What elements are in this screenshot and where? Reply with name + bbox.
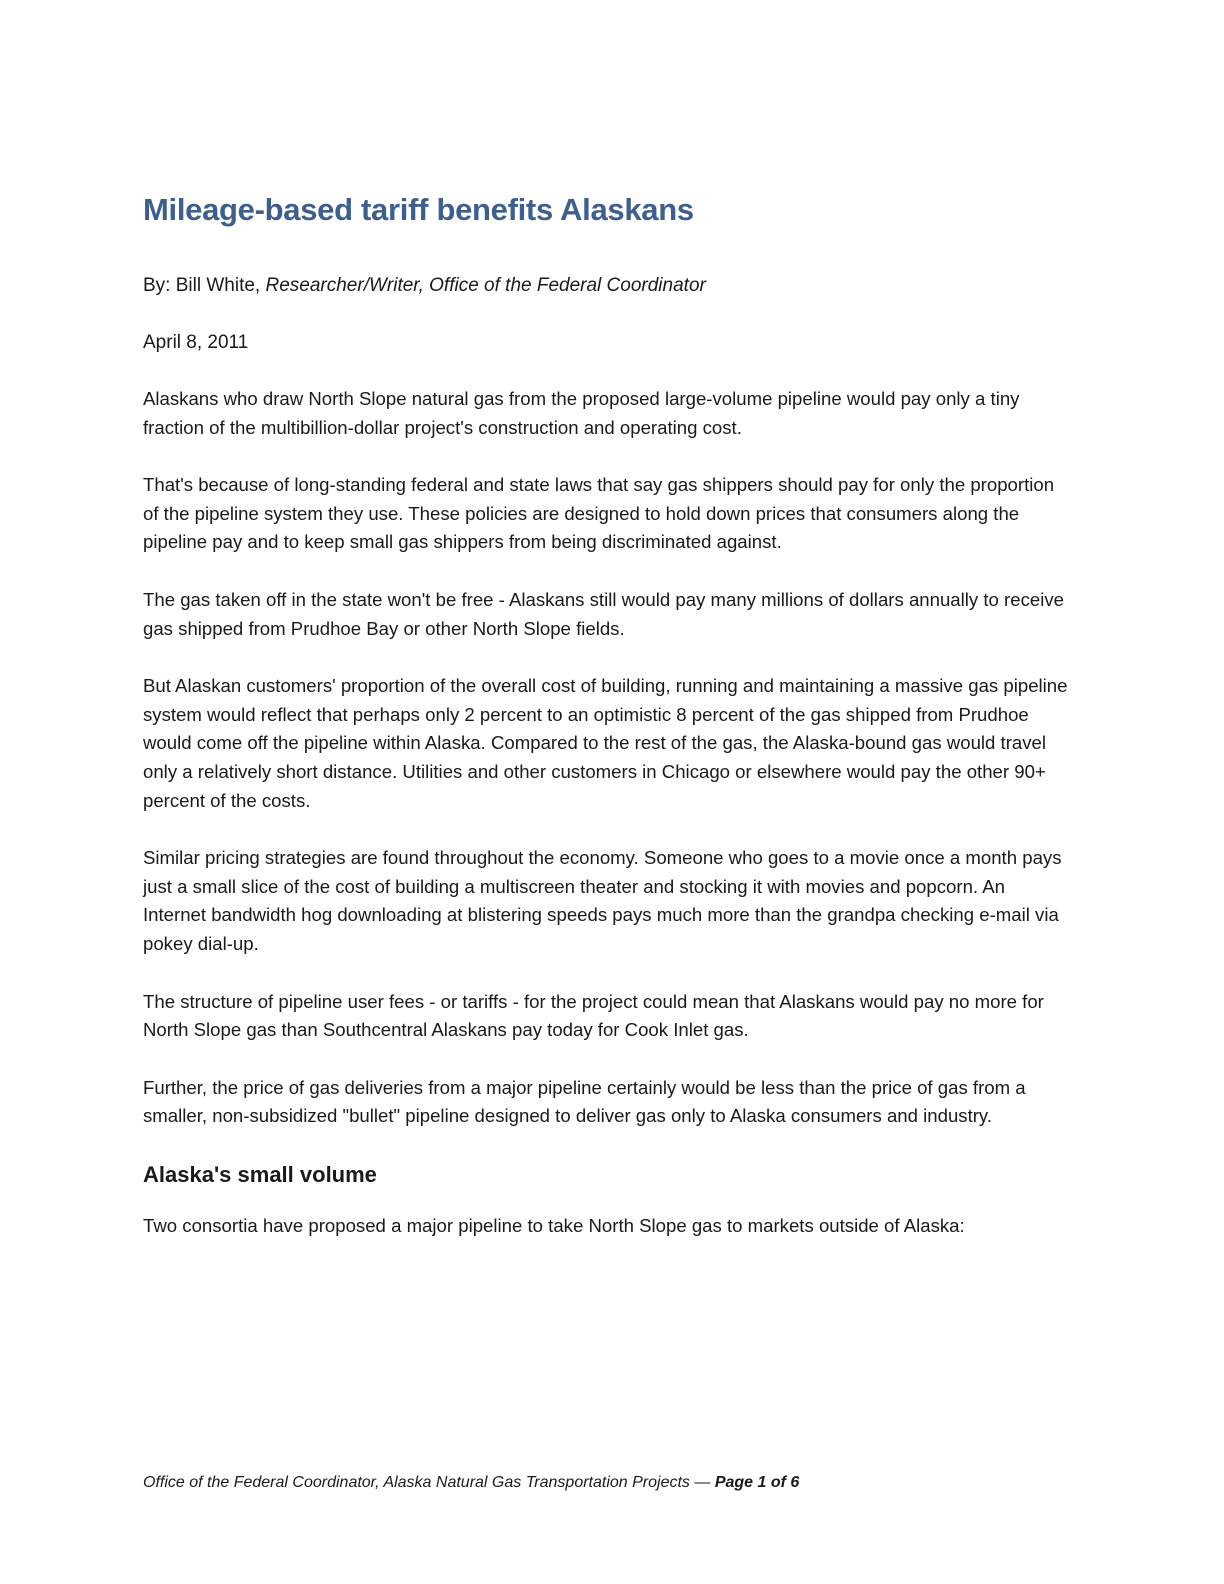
document-title: Mileage-based tariff benefits Alaskans xyxy=(143,192,694,227)
paragraph: The gas taken off in the state won't be free - Alaskans still would pay many millions of dollars annually to receive gas shipped from Prudhoe Bay or other North Slope fields. xyxy=(143,588,1064,639)
paragraph: But Alaskan customers' proportion of the overall cost of building, running and maintaining a massive gas pipeline system would reflect that perhaps only 2 percent to an optimistic 8 percent of the gas shipped from Prudhoe would come off the pipeline within Alaska. Compared to the rest of the gas, the Alaska-bound gas would travel only a relatively short distance. Utilities and other customers in Chicago or elsewhere would pay the other 90+ percent of the costs. xyxy=(143,675,1068,811)
byline xyxy=(143,272,706,300)
paragraph: Similar pricing strategies are found throughout the economy. Someone who goes to a movie once a month pays just a small slice of the cost of building a multiscreen theater and stocking it with movies and popcorn. An Internet bandwidth hog downloading at blistering speeds pays much more than the grandpa checking e-mail via pokey dial-up. xyxy=(143,847,1062,954)
paragraph: That's because of long-standing federal and state laws that say gas shippers should pay for only the proportion of the pipeline system they use. These policies are designed to hold down prices that consumers along the pipeline pay and to keep small gas shippers from being discriminated against. xyxy=(143,474,1055,553)
page-number: Page 1 of 6 xyxy=(714,1474,800,1491)
paragraph: Further, the price of gas deliveries from a major pipeline certainly would be less than the price of gas from a smaller, non-subsidized "bullet" pipeline designed to deliver gas only to Alaska consumers and industry. xyxy=(143,1076,1026,1127)
paragraph: The structure of pipeline user fees - or tariffs - for the project could mean that Alaskans would pay no more for North Slope gas than Southcentral Alaskans pay today for Cook Inlet gas. xyxy=(143,990,1044,1041)
byline-role: Researcher/Writer, Office of the Federal Coordinator xyxy=(265,275,706,296)
byline-author: By: Bill White, xyxy=(143,275,266,296)
page-footer xyxy=(143,1474,799,1492)
paragraph: Two consortia have proposed a major pipeline to take North Slope gas to markets outside of Alaska: xyxy=(143,1214,965,1236)
paragraph: Alaskans who draw North Slope natural gas from the proposed large-volume pipeline would pay only a tiny fraction of the multibillion-dollar project's construction and operating cost. xyxy=(143,388,1020,438)
article-body xyxy=(143,385,1073,1269)
section-heading: Alaska's small volume xyxy=(143,1161,377,1187)
publication-date: April 8, 2011 xyxy=(143,332,249,353)
footer-text: Office of the Federal Coordinator, Alaska Natural Gas Transportation Projects — xyxy=(143,1474,715,1491)
document-page xyxy=(143,0,1083,1584)
